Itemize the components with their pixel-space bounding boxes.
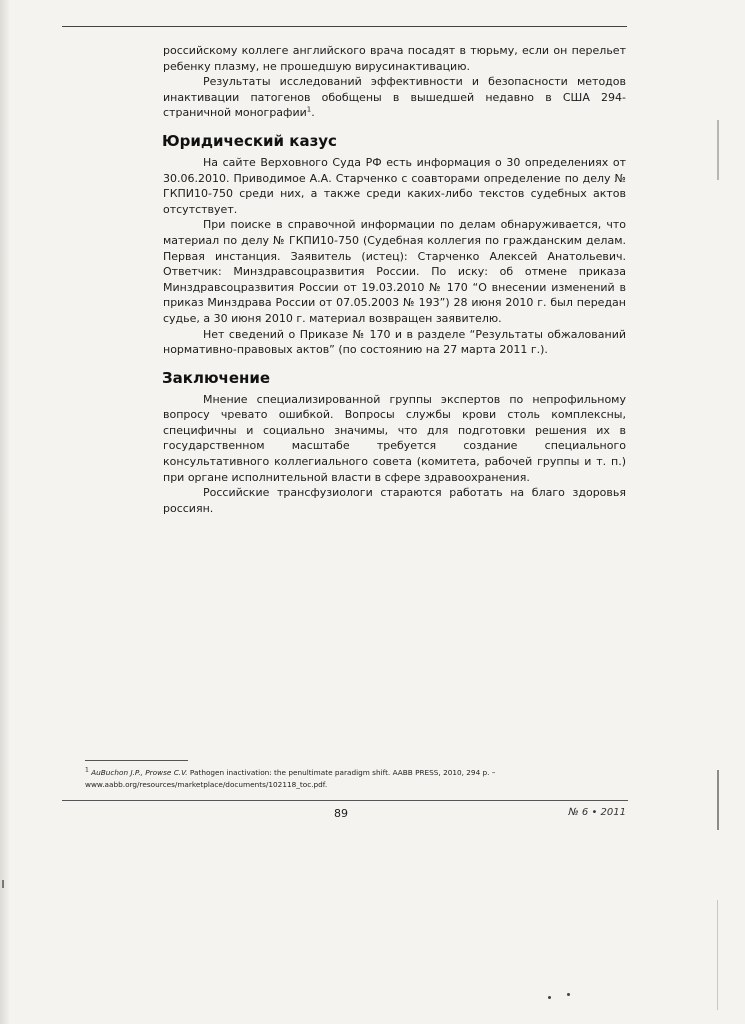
scan-speck: [567, 993, 570, 996]
paragraph: Российские трансфузиологи стараются работать на благо здоровья россиян.: [163, 486, 626, 515]
scan-artifact-line: [717, 900, 718, 1010]
issue-label: № 6 • 2011: [568, 807, 626, 818]
footnote-mark: 1: [85, 766, 89, 774]
paragraph: На сайте Верховного Суда РФ есть информация о 30 определениях от 30.06.2010. Приводимое А.А. Старченко с соавторами определение по делу № ГКПИ10-750 среди них, а также среди каких-либо текстов судебных актов отсутствует.: [163, 155, 626, 216]
footer-rule: [62, 800, 628, 801]
section-heading-conclusion: Заключение: [162, 368, 271, 387]
footnote-text: Pathogen inactivation: the penultimate paradigm shift. AABB PRESS, 2010, 294 p. – www.aabb.org/resources/marketplace/documents/102118_toc.pdf.: [85, 768, 496, 789]
scan-artifact-line: [717, 120, 719, 180]
scan-artifact-line: [717, 770, 719, 830]
paragraph-text: Результаты исследований эффективности и безопасности методов инактивации патогенов обобщены в вышедшей недавно в США 294-страничной монографии: [163, 75, 626, 120]
footnote-reference[interactable]: 1: [306, 105, 312, 114]
paragraph: Мнение специализированной группы экспертов по непрофильному вопросу чревато ошибкой. Вопросы службы крови столь комплексны, специфичны и социально значимы, что для подготовки решения их в государственном масштабе требуется создание специального консультативного коллегиального совета (комитета, рабочей группы и т. п.) при органе исполнительной власти в сфере здравоохранения.: [163, 392, 626, 484]
article-body: [163, 43, 626, 516]
footnote-separator: [85, 760, 188, 761]
footnote-authors: AuBuchon J.P., Prowse C.V.: [91, 768, 188, 777]
header-rule: [62, 26, 627, 27]
paragraph: российскому коллеге английского врача посадят в тюрьму, если он перельет ребенку плазму, не прошедшую вирусинактивацию.: [163, 44, 626, 73]
footnote: [85, 767, 630, 791]
section-heading-legal: Юридический казус: [162, 131, 337, 150]
paragraph: При поиске в справочной информации по делам обнаруживается, что материал по делу № ГКПИ10-750 (Судебная коллегия по гражданским делам. Первая инстанция. Заявитель (истец): Старченко Алексей Анатольевич. Ответчик: Минздравсоцразвития России. По иску: об отмене приказа Минздравсоцразвития России от 19.03.2010 № 170 “О внесении изменений в приказ Минздрава России от 07.05.2003 № 193”) 28 июня 2010 г. был передан судье, а 30 июня 2010 г. материал возвращен заявителю.: [163, 218, 626, 325]
scan-speck: [548, 996, 551, 999]
scan-shadow-left: [0, 0, 10, 1024]
paragraph: Нет сведений о Приказе № 170 и в разделе “Результаты обжалований нормативно-правовых актов” (по состоянию на 27 марта 2011 г.).: [163, 327, 626, 357]
paragraph: Результаты исследований эффективности и безопасности методов инактивации патогенов обобщены в вышедшей недавно в США 294-страничной монографии$^1$.: [163, 75, 626, 120]
scan-speck: [2, 880, 4, 888]
page-number: 89: [334, 807, 348, 820]
